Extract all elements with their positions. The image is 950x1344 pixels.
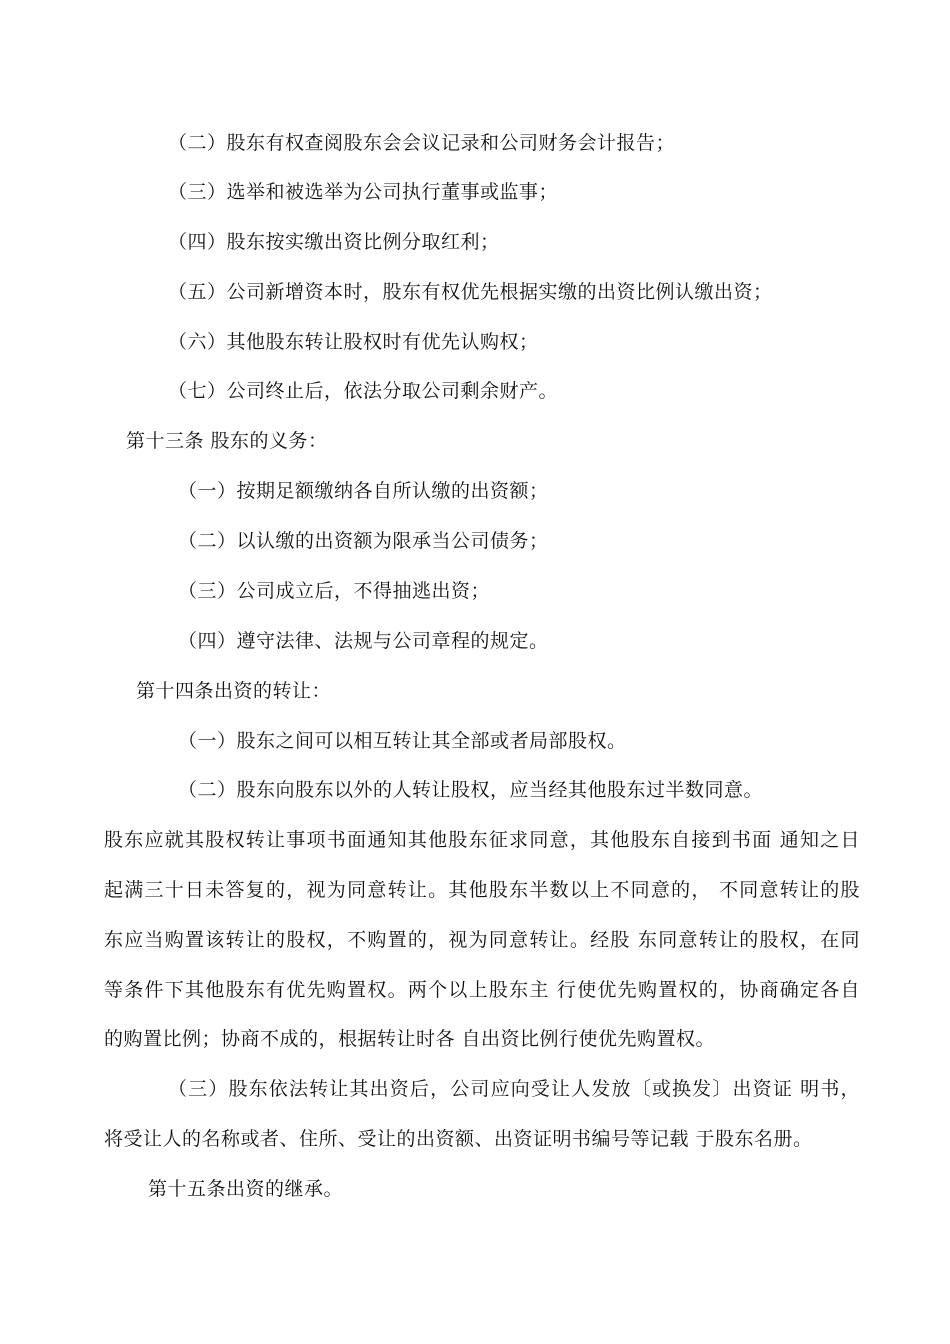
clause-12-item-3: （三）选举和被选举为公司执行董事或监事； [168,181,559,203]
clause-13-item-3: （三）公司成立后，不得抽逃出资； [178,580,491,602]
paragraph-line: 股东应就其股权转让事项书面通知其他股东征求同意，其他股东自接到书面 通知之日 [104,829,860,851]
paragraph-line: 起满三十日未答复的，视为同意转让。其他股东半数以上不同意的， 不同意转让的股 [104,879,860,901]
clause-13-item-4: （四）遵守法律、法规与公司章程的规定。 [178,630,549,652]
clause-12-item-7: （七）公司终止后，依法分取公司剩余财产。 [168,380,559,402]
article-13-heading: 第十三条 股东的义务： [126,430,328,452]
clause-12-item-4: （四）股东按实缴出资比例分取红利； [168,231,500,253]
paragraph-line: 东应当购置该转让的股权，不购置的，视为同意转让。经股 东同意转让的股权，在同 [104,929,860,951]
clause-12-item-6: （六）其他股东转让股权时有优先认购权； [168,331,539,353]
clause-13-item-2: （二）以认缴的出资额为限承当公司债务； [178,530,549,552]
paragraph-line: 将受让人的名称或者、住所、受让的出资额、出资证明书编号等记载 于股东名册。 [104,1128,813,1150]
clause-13-item-1: （一）按期足额缴纳各自所认缴的出资额； [178,480,549,502]
clause-12-item-5: （五）公司新增资本时，股东有权优先根据实缴的出资比例认缴出资； [168,281,773,303]
clause-12-item-2: （二）股东有权查阅股东会会议记录和公司财务会计报告； [168,132,676,154]
paragraph-line: 等条件下其他股东有优先购置权。两个以上股东主 行使优先购置权的，协商确定各自 [104,979,860,1001]
clause-14-item-1: （一）股东之间可以相互转让其全部或者局部股权。 [178,730,627,752]
clause-14-item-2: （二）股东向股东以外的人转让股权，应当经其他股东过半数同意。 [178,779,764,801]
article-15-heading: 第十五条出资的继承。 [148,1178,344,1200]
paragraph-line: 的购置比例；协商不成的，根据转让时各 自出资比例行使优先购置权。 [104,1028,716,1050]
article-14-heading: 第十四条出资的转让： [136,680,332,702]
clause-14-item-3: （三）股东依法转让其出资后，公司应向受让人发放〔或换发〕出资证 明书， [168,1078,860,1100]
